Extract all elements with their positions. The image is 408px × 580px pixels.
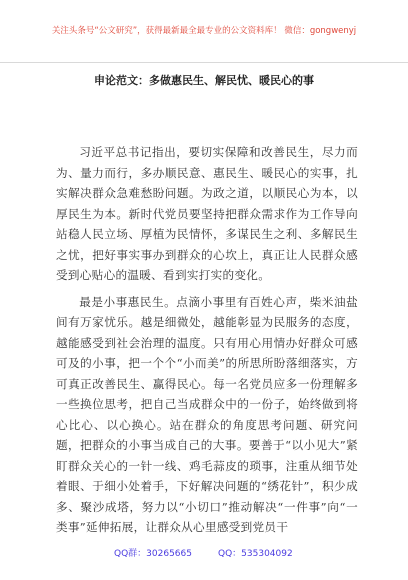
body-paragraph: 习近平总书记指出，要切实保障和改善民生，尽力而为、量力而行，多办顺民意、惠民生、暖民心的实事，扎实解决群众急难愁盼问题。为政之道，以顺民心为本，以厚民生为本。新时代党员要坚持把群众需求作为工作导向站稳人民立场、厚植为民情怀，多谋民生之利、多解民生之忧，把好事实事办到群众的心坎上，真正让人民群众感受到心贴心的温暖、看到实打实的变化。 [56,145,358,282]
document-body [56,142,358,538]
body-paragraph: 最是小事惠民生。点滴小事里有百姓心声，柴米油盐间有万家忧乐。越是细微处，越能彰显为民服务的态度，越能感受到社会治理的温度。只有用心用情办好群众可感可及的小事，把一个个“小而美”的所思所盼落细落实，方可真正改善民生、赢得民心。每一名党员应多一份理解多一些换位思考，把自己当成群众中的一份子，始终做到将心比心、以心换心。站在群众的角度思考问题、研究问题，把群众的小事当成自己的大事。要善于“以小见大”紧盯群众关心的一针一线、鸡毛蒜皮的琐事，注重从细节处着眼、于细小处着手，下好解决问题的“绣花针”，积少成多、聚沙成塔，努力以“小切口”推动解决“一件事”向“一类事”延伸拓展，让群众从心里感受到党员干 [56,294,358,534]
footer-qq-contact: QQ：535304092 [218,549,293,559]
page-title: 申论范文：多做惠民生、解民忧、暖民心的事 [94,74,314,87]
header-banner [0,0,408,63]
footer-qq-group: QQ群：30265665 [114,549,192,559]
header-promo-text: 关注头条号“公文研究”，获得最新最全最专业的公文资料库！ 微信：gongwenyj [51,26,357,36]
footer [0,542,408,564]
